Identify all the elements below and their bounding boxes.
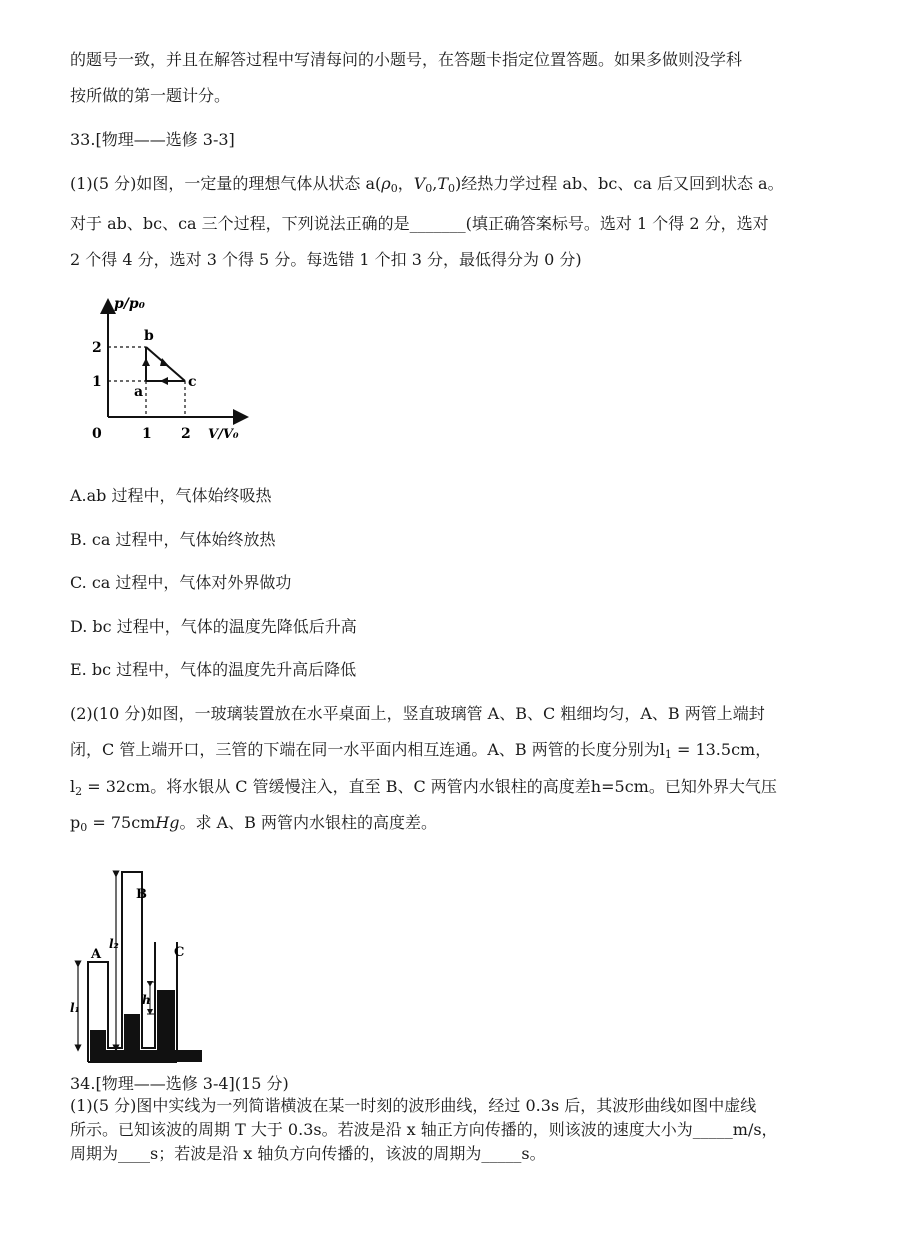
mercury-a bbox=[90, 1030, 106, 1052]
l2-label: l₂ bbox=[109, 937, 119, 951]
tube-c-label: C bbox=[174, 945, 185, 960]
v-symbol: V bbox=[413, 174, 426, 193]
l2-value: = 32cm bbox=[82, 777, 151, 796]
mercury-c bbox=[157, 990, 175, 1052]
l2-subscript: 2 bbox=[75, 785, 83, 798]
l1-subscript: 1 bbox=[664, 748, 672, 761]
point-b-label: b bbox=[144, 328, 154, 344]
q33-part1-line-3: 2 个得 4 分，选对 3 个得 5 分。每选错 1 个扣 3 分，最低得分为 0 分) bbox=[70, 250, 582, 269]
option-d: D. bc 过程中，气体的温度先降低后升高 bbox=[70, 617, 357, 636]
x-axis-label: V/V₀ bbox=[208, 427, 239, 442]
q34-part1-line-2: 所示。已知该波的周期 T 大于 0.3s。若波是沿 x 轴正方向传播的，则该波的速度大小为_____m/s， bbox=[70, 1120, 778, 1139]
option-b: B. ca 过程中，气体始终放热 bbox=[70, 530, 276, 549]
q33-part1-line-1 bbox=[70, 174, 784, 199]
q33-part2-text-end: 。求 A、B 两管内水银柱的高度差。 bbox=[179, 813, 438, 832]
l1-value: = 13.5cm bbox=[671, 740, 756, 759]
option-e: E. bc 过程中，气体的温度先升高后降低 bbox=[70, 660, 357, 679]
tube-b-label: B bbox=[136, 887, 147, 902]
l1-symbol: l bbox=[659, 740, 665, 759]
q33-part1-text-end: )经热力学过程 ab、bc、ca 后又回到状态 a。 bbox=[455, 174, 784, 193]
q33-part1-text: (1)(5 分)如图，一定量的理想气体从状态 a( bbox=[70, 174, 382, 193]
option-a: A.ab 过程中，气体始终吸热 bbox=[70, 486, 272, 505]
q33-part2-line-3 bbox=[70, 777, 777, 802]
tube-a-label: A bbox=[91, 947, 102, 962]
q33-part2-line-2 bbox=[70, 740, 771, 765]
separator: , bbox=[432, 174, 438, 193]
q33-part2-line-4 bbox=[70, 813, 437, 838]
q33-part2-text-mid: 。将水银从 C 管缓慢注入，直至 B、C 两管内水银柱的高度差 bbox=[150, 777, 591, 796]
y-tick-1: 1 bbox=[92, 374, 102, 390]
pv-diagram bbox=[80, 292, 260, 442]
q33-part2-line-1: (2)(10 分)如图，一玻璃装置放在水平桌面上，竖直玻璃管 A、B、C 粗细均匀，A、B 两管上端封 bbox=[70, 704, 765, 723]
arrow-ab bbox=[142, 358, 150, 366]
q34-part1-line-1: (1)(5 分)图中实线为一列简谐横波在某一时刻的波形曲线，经过 0.3s 后，其波形曲线如图中虚线 bbox=[70, 1096, 757, 1115]
rho-subscript: 0 bbox=[390, 182, 398, 195]
intro-line-2: 按所做的第一题计分。 bbox=[70, 86, 231, 105]
h-label: h bbox=[142, 993, 151, 1007]
point-c-label: c bbox=[188, 374, 197, 390]
q33-part1-line-2: 对于 ab、bc、ca 三个过程，下列说法正确的是_______(填正确答案标号。选对 1 个得 2 分，选对 bbox=[70, 214, 769, 233]
y-tick-2: 2 bbox=[92, 340, 102, 356]
x-tick-1: 1 bbox=[142, 426, 152, 442]
point-a-label: a bbox=[134, 384, 144, 400]
p0-symbol: p bbox=[70, 813, 81, 832]
t-symbol: T bbox=[437, 174, 449, 193]
mercury-b bbox=[124, 1014, 140, 1052]
rho-symbol: ρ bbox=[381, 174, 391, 193]
y-axis-label: p/p₀ bbox=[114, 296, 145, 312]
intro-line-1: 的题号一致，并且在解答过程中写清每问的小题号，在答题卡指定位置答题。如果多做则没学科 bbox=[70, 50, 743, 69]
hg-unit: Hg bbox=[155, 813, 180, 832]
h-value: h=5cm bbox=[590, 777, 649, 796]
comma: ， bbox=[755, 740, 772, 759]
l2-symbol: l bbox=[70, 777, 76, 796]
option-c: C. ca 过程中，气体对外界做功 bbox=[70, 573, 292, 592]
q34-part1-line-3: 周期为____s；若波是沿 x 轴负方向传播的，该波的周期为_____s。 bbox=[70, 1144, 546, 1163]
arrow-ca bbox=[160, 377, 168, 385]
x-tick-2: 2 bbox=[181, 426, 191, 442]
q33-part2-text-end: 。已知外界大气压 bbox=[648, 777, 777, 796]
glass-tubes-diagram bbox=[70, 862, 220, 1072]
q33-part2-text: 闭，C 管上端开口，三管的下端在同一水平面内相互连通。A、B 两管的长度分别为 bbox=[70, 740, 660, 759]
p0-subscript: 0 bbox=[80, 821, 88, 834]
t-subscript: 0 bbox=[448, 182, 456, 195]
mercury-base bbox=[90, 1050, 202, 1062]
question-33-header: 33.[物理——选修 3-3] bbox=[70, 130, 235, 149]
origin-label: 0 bbox=[92, 426, 102, 442]
comma: ， bbox=[397, 174, 414, 193]
v-subscript: 0 bbox=[425, 182, 433, 195]
question-34-header: 34.[物理——选修 3-4](15 分) bbox=[70, 1074, 289, 1093]
l1-label: l₁ bbox=[70, 1001, 80, 1015]
p0-value: = 75cm bbox=[87, 813, 156, 832]
